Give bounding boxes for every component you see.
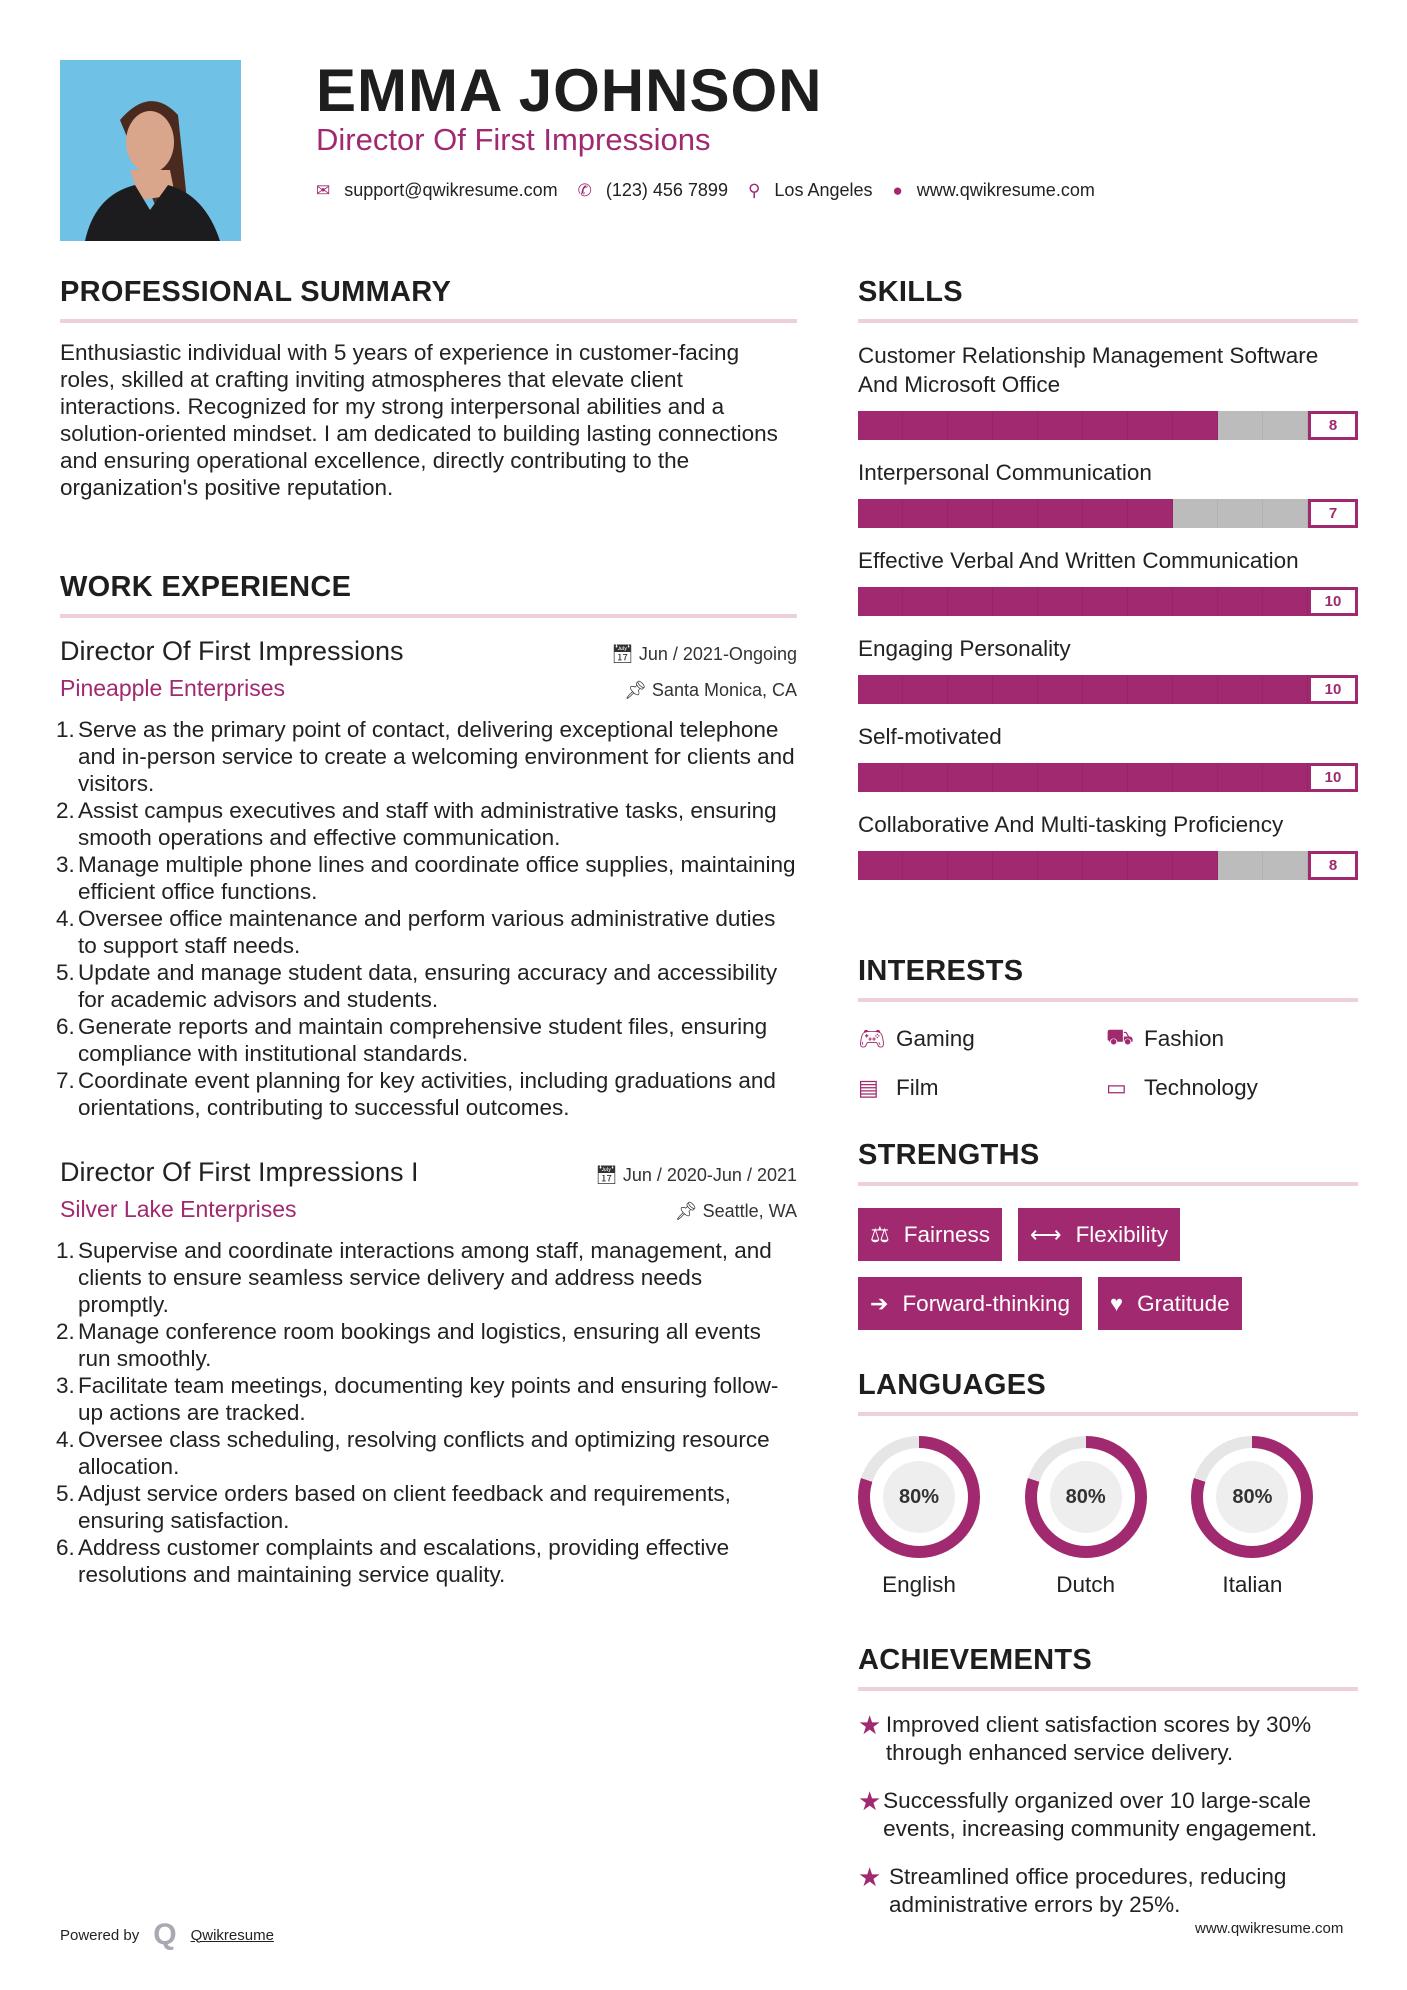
language-donut bbox=[1025, 1436, 1147, 1558]
duty-text: Address customer complaints and escalations, providing effective resolutions and maintaining service quality. bbox=[78, 1535, 730, 1587]
star-icon: ★ bbox=[858, 1710, 882, 1740]
skill-bar-segment bbox=[1128, 411, 1173, 440]
language-percent: 80% bbox=[1216, 1461, 1288, 1533]
skill-bar-segment bbox=[1173, 587, 1218, 616]
summary-text: Enthusiastic individual with 5 years of experience in customer-facing roles, skilled at crafting inviting atmospheres that elevate client interactions. Recognized for my strong interpersonal abilities and a solution-oriented mindset. I am dedicated to building lasting connections and ensuring operational excellence, directly contributing to the organization's positive reputation. bbox=[60, 340, 778, 500]
skill-label: Customer Relationship Management Software And Microsoft Office bbox=[858, 343, 1319, 397]
skill-bar-segment bbox=[1218, 587, 1263, 616]
contact-location: Los Angeles bbox=[774, 180, 873, 200]
duty-text: Coordinate event planning for key activities, including graduations and orientations, contributing to successful outcomes. bbox=[78, 1068, 776, 1120]
skill-bar-segment bbox=[1263, 675, 1308, 704]
skill-label: Engaging Personality bbox=[858, 636, 1071, 661]
strength-label: Forward-thinking bbox=[902, 1290, 1071, 1316]
candidate-title: Director Of First Impressions bbox=[316, 122, 711, 157]
achievement-item bbox=[858, 1863, 1358, 1919]
pin-icon: 📌︎ bbox=[674, 1201, 703, 1221]
strength-label: Fairness bbox=[903, 1221, 991, 1247]
arrow-right-icon: ➔ bbox=[870, 1290, 889, 1316]
skill-bar-segment bbox=[993, 675, 1038, 704]
section-heading: SKILLS bbox=[858, 276, 1358, 323]
achievement-text: Improved client satisfaction scores by 30% through enhanced service delivery. bbox=[885, 1712, 1312, 1765]
section-heading: INTERESTS bbox=[858, 955, 1358, 1002]
footer-powered-by bbox=[60, 1918, 274, 1952]
interest-item bbox=[858, 1024, 1106, 1053]
interest-label: Gaming bbox=[896, 1025, 975, 1051]
job-location-text: Seattle, WA bbox=[702, 1201, 797, 1221]
skill-bar-segment bbox=[1263, 411, 1308, 440]
skill-bar-segment bbox=[903, 411, 948, 440]
candidate-name: EMMA JOHNSON bbox=[316, 57, 823, 124]
skill-bar-segment bbox=[993, 587, 1038, 616]
skill-bar-segment bbox=[993, 851, 1038, 880]
skill-item bbox=[858, 634, 1358, 704]
duty-item bbox=[56, 1426, 797, 1480]
skill-bar-segment bbox=[1083, 851, 1128, 880]
duty-text: Manage multiple phone lines and coordinate office supplies, maintaining efficient office functions. bbox=[78, 852, 796, 904]
language-label: Dutch bbox=[1056, 1572, 1116, 1597]
interest-label: Film bbox=[896, 1075, 939, 1100]
job-location-text: Santa Monica, CA bbox=[651, 680, 797, 700]
duty-number: 6. bbox=[56, 1014, 75, 1039]
calendar-icon: 📅︎ bbox=[595, 1165, 623, 1185]
job-title: Director Of First Impressions bbox=[60, 636, 404, 666]
skill-bar bbox=[858, 675, 1358, 704]
skill-bar-segment bbox=[1173, 763, 1218, 792]
skill-bar-segment bbox=[903, 675, 948, 704]
envelope-icon: ✉ bbox=[316, 180, 331, 200]
skill-score: 10 bbox=[1308, 675, 1358, 704]
skill-bar bbox=[858, 499, 1358, 528]
job-dates-text: Jun / 2020-Jun / 2021 bbox=[622, 1165, 797, 1185]
skill-bar-segment bbox=[858, 587, 903, 616]
duty-item bbox=[56, 905, 797, 959]
job-dates-text: Jun / 2021-Ongoing bbox=[638, 644, 797, 664]
skill-bar-segment bbox=[1038, 411, 1083, 440]
duty-number: 5. bbox=[56, 1481, 75, 1506]
achievement-text: Streamlined office procedures, reducing administrative errors by 25%. bbox=[889, 1864, 1287, 1917]
skill-bar-segment bbox=[858, 675, 903, 704]
qwikresume-logo-icon: Q bbox=[153, 1918, 177, 1951]
phone-icon: ✆ bbox=[577, 180, 592, 200]
skill-bar-segment bbox=[1083, 587, 1128, 616]
language-percent: 80% bbox=[883, 1461, 955, 1533]
skills-section bbox=[858, 276, 1358, 880]
laptop-icon: ▭ bbox=[1106, 1075, 1127, 1100]
interest-label: Technology bbox=[1144, 1075, 1258, 1100]
skill-item bbox=[858, 546, 1358, 616]
duty-text: Oversee office maintenance and perform various administrative duties to support staff needs. bbox=[78, 906, 776, 958]
skill-bar-segment bbox=[1038, 587, 1083, 616]
duty-number: 4. bbox=[56, 1427, 75, 1452]
duties-list bbox=[56, 716, 797, 1121]
donut-inner bbox=[1037, 1448, 1135, 1546]
skill-bar-segment bbox=[1218, 763, 1263, 792]
skill-bar-segment bbox=[1083, 411, 1128, 440]
skill-item bbox=[858, 810, 1358, 880]
job-subheader bbox=[60, 1196, 797, 1223]
strength-label: Flexibility bbox=[1075, 1221, 1169, 1247]
calendar-icon: 📅︎ bbox=[611, 644, 639, 664]
language-label: English bbox=[882, 1572, 956, 1597]
skill-bar-segment bbox=[1263, 587, 1308, 616]
skill-item bbox=[858, 722, 1358, 792]
strengths-section bbox=[858, 1139, 1358, 1330]
skill-bar bbox=[858, 851, 1358, 880]
contact-phone[interactable]: (123) 456 7899 bbox=[605, 180, 728, 200]
interest-label: Fashion bbox=[1144, 1025, 1225, 1051]
section-heading: PROFESSIONAL SUMMARY bbox=[60, 276, 797, 323]
job-header bbox=[60, 1157, 797, 1188]
language-label: Italian bbox=[1222, 1572, 1283, 1597]
footer-website[interactable]: www.qwikresume.com bbox=[1195, 1920, 1344, 1937]
duty-number: 1. bbox=[56, 1238, 75, 1263]
strength-label: Gratitude bbox=[1137, 1290, 1230, 1316]
language-item bbox=[858, 1436, 1025, 1598]
duty-item bbox=[56, 959, 797, 1013]
profile-photo bbox=[60, 60, 241, 241]
skill-item bbox=[858, 458, 1358, 528]
duty-item bbox=[56, 1237, 797, 1318]
section-heading: STRENGTHS bbox=[858, 1139, 1358, 1186]
skill-bar-segment bbox=[948, 763, 993, 792]
skill-bar-segment bbox=[1128, 675, 1173, 704]
skill-bar-segment bbox=[948, 499, 993, 528]
language-item bbox=[1191, 1436, 1358, 1598]
strength-badge bbox=[1018, 1208, 1180, 1261]
duty-number: 2. bbox=[56, 1319, 75, 1344]
heart-icon: ♥ bbox=[1110, 1290, 1124, 1316]
duty-item bbox=[56, 1534, 797, 1588]
achievement-text: Successfully organized over 10 large-scale events, increasing community engagement. bbox=[883, 1788, 1318, 1841]
skill-bar-segment bbox=[1128, 763, 1173, 792]
gamepad-icon: 🎮︎ bbox=[858, 1025, 886, 1051]
achievement-item bbox=[858, 1711, 1358, 1767]
skill-bar-segment bbox=[1038, 763, 1083, 792]
company-name: Silver Lake Enterprises bbox=[60, 1196, 297, 1222]
summary-section bbox=[60, 276, 797, 501]
globe-icon: ● bbox=[892, 180, 903, 200]
skill-item bbox=[858, 341, 1358, 440]
balance-scale-icon: ⚖ bbox=[870, 1221, 890, 1247]
skill-bar-segment bbox=[1218, 499, 1263, 528]
duty-item bbox=[56, 1480, 797, 1534]
duty-item bbox=[56, 1013, 797, 1067]
achievement-item bbox=[858, 1787, 1358, 1843]
skill-bar-segment bbox=[1218, 675, 1263, 704]
language-percent: 80% bbox=[1050, 1461, 1122, 1533]
duty-number: 3. bbox=[56, 1373, 75, 1398]
contact-email[interactable]: support@qwikresume.com bbox=[344, 180, 558, 200]
interest-item bbox=[858, 1075, 1106, 1101]
skill-bar bbox=[858, 411, 1358, 440]
skill-bar-segment bbox=[1038, 851, 1083, 880]
skill-bar-segment bbox=[858, 851, 903, 880]
skill-bar-segment bbox=[1173, 675, 1218, 704]
duty-number: 5. bbox=[56, 960, 75, 985]
skill-bar-segment bbox=[903, 587, 948, 616]
skill-score: 10 bbox=[1308, 763, 1358, 792]
skill-bar-segment bbox=[1038, 675, 1083, 704]
duty-number: 4. bbox=[56, 906, 75, 931]
skill-bar-segment bbox=[993, 411, 1038, 440]
interest-item bbox=[1106, 1075, 1356, 1101]
skill-bar-segment bbox=[948, 587, 993, 616]
duty-number: 6. bbox=[56, 1535, 75, 1560]
contact-bar bbox=[316, 180, 1115, 201]
skill-bar-segment bbox=[1263, 763, 1308, 792]
strength-badge bbox=[1098, 1277, 1242, 1330]
duty-item bbox=[56, 716, 797, 797]
language-donut bbox=[1191, 1436, 1313, 1558]
skill-bar-segment bbox=[1083, 499, 1128, 528]
skill-bar-segment bbox=[1263, 499, 1308, 528]
duty-text: Adjust service orders based on client feedback and requirements, ensuring satisfaction. bbox=[78, 1481, 731, 1533]
duty-text: Generate reports and maintain comprehensive student files, ensuring compliance with institutional standards. bbox=[78, 1014, 768, 1066]
duty-number: 1. bbox=[56, 717, 75, 742]
experience-section bbox=[56, 571, 797, 1588]
star-icon: ★ bbox=[858, 1862, 882, 1892]
skill-bar-segment bbox=[1128, 587, 1173, 616]
skill-bar-segment bbox=[993, 763, 1038, 792]
duty-text: Manage conference room bookings and logistics, ensuring all events run smoothly. bbox=[78, 1319, 761, 1371]
duty-text: Oversee class scheduling, resolving conflicts and optimizing resource allocation. bbox=[78, 1427, 770, 1479]
duty-text: Facilitate team meetings, documenting key points and ensuring follow-up actions are tracked. bbox=[78, 1373, 779, 1425]
skill-score: 8 bbox=[1308, 411, 1358, 440]
interests-section bbox=[858, 955, 1358, 1101]
duty-number: 7. bbox=[56, 1068, 75, 1093]
person-portrait-icon bbox=[60, 60, 241, 241]
job-location bbox=[675, 1201, 797, 1222]
skill-bar bbox=[858, 763, 1358, 792]
job-dates bbox=[595, 1165, 797, 1186]
section-heading: LANGUAGES bbox=[858, 1369, 1358, 1416]
job-title: Director Of First Impressions I bbox=[60, 1157, 419, 1187]
skill-bar-segment bbox=[1128, 499, 1173, 528]
skill-bar-segment bbox=[858, 763, 903, 792]
skill-bar-segment bbox=[1038, 499, 1083, 528]
duty-item bbox=[56, 1318, 797, 1372]
skill-score: 7 bbox=[1308, 499, 1358, 528]
skill-bar-segment bbox=[903, 763, 948, 792]
language-donut bbox=[858, 1436, 980, 1558]
shopping-bag-icon: ⛟ bbox=[1106, 1024, 1134, 1049]
duty-number: 2. bbox=[56, 798, 75, 823]
achievements-section bbox=[858, 1644, 1358, 1919]
skill-label: Effective Verbal And Written Communication bbox=[858, 548, 1299, 573]
star-icon: ★ bbox=[858, 1786, 882, 1816]
job-header bbox=[60, 636, 797, 667]
skill-bar-segment bbox=[948, 675, 993, 704]
skill-bar-segment bbox=[903, 851, 948, 880]
skill-bar-segment bbox=[858, 411, 903, 440]
job-entry bbox=[56, 636, 797, 1121]
arrows-horizontal-icon: ⟷ bbox=[1030, 1221, 1062, 1247]
skill-bar-segment bbox=[1218, 851, 1263, 880]
skill-bar bbox=[858, 587, 1358, 616]
skill-bar-segment bbox=[858, 499, 903, 528]
skill-score: 10 bbox=[1308, 587, 1358, 616]
pin-icon: 📌︎ bbox=[624, 680, 652, 700]
strength-badge bbox=[858, 1277, 1082, 1330]
job-location bbox=[624, 680, 797, 701]
duty-text: Serve as the primary point of contact, delivering exceptional telephone and in-person service to create a welcoming environment for clients and visitors. bbox=[78, 717, 795, 796]
skill-bar-segment bbox=[1083, 763, 1128, 792]
job-dates bbox=[611, 644, 797, 665]
duty-item bbox=[56, 851, 797, 905]
duty-item bbox=[56, 797, 797, 851]
section-heading: WORK EXPERIENCE bbox=[60, 571, 797, 618]
duty-text: Supervise and coordinate interactions among staff, management, and clients to ensure seamless service delivery and address needs promptly. bbox=[78, 1238, 772, 1317]
donut-inner bbox=[1203, 1448, 1301, 1546]
skill-bar-segment bbox=[1083, 675, 1128, 704]
job-entry bbox=[56, 1157, 797, 1588]
duty-number: 3. bbox=[56, 852, 75, 877]
skill-label: Collaborative And Multi-tasking Proficiency bbox=[858, 812, 1284, 837]
duty-item bbox=[56, 1372, 797, 1426]
map-marker-icon: ⚲ bbox=[747, 180, 761, 200]
skill-bar-segment bbox=[1173, 411, 1218, 440]
skill-score: 8 bbox=[1308, 851, 1358, 880]
skill-bar-segment bbox=[903, 499, 948, 528]
powered-by-text: Powered by bbox=[60, 1926, 140, 1944]
qwikresume-link[interactable]: Qwikresume bbox=[190, 1926, 274, 1944]
duties-list bbox=[56, 1237, 797, 1588]
donut-inner bbox=[870, 1448, 968, 1546]
duty-item bbox=[56, 1067, 797, 1121]
section-heading: ACHIEVEMENTS bbox=[858, 1644, 1358, 1691]
languages-section bbox=[858, 1369, 1358, 1598]
skill-bar-segment bbox=[948, 411, 993, 440]
skill-bar-segment bbox=[1173, 499, 1218, 528]
skill-bar-segment bbox=[948, 851, 993, 880]
skill-bar-segment bbox=[1263, 851, 1308, 880]
skill-bar-segment bbox=[1128, 851, 1173, 880]
duty-text: Update and manage student data, ensuring accuracy and accessibility for academic advisors and students. bbox=[78, 960, 778, 1012]
interest-item bbox=[1106, 1024, 1356, 1053]
company-name: Pineapple Enterprises bbox=[60, 675, 286, 701]
film-icon: ▤ bbox=[858, 1075, 879, 1100]
skill-bar-segment bbox=[993, 499, 1038, 528]
strength-badge bbox=[858, 1208, 1002, 1261]
skill-bar-segment bbox=[1173, 851, 1218, 880]
contact-website[interactable]: www.qwikresume.com bbox=[916, 180, 1095, 200]
skill-bar-segment bbox=[1218, 411, 1263, 440]
skill-label: Self-motivated bbox=[858, 724, 1002, 749]
duty-text: Assist campus executives and staff with administrative tasks, ensuring smooth operations and effective communication. bbox=[78, 798, 777, 850]
job-subheader bbox=[60, 675, 797, 702]
language-item bbox=[1025, 1436, 1192, 1598]
skill-label: Interpersonal Communication bbox=[858, 460, 1152, 485]
